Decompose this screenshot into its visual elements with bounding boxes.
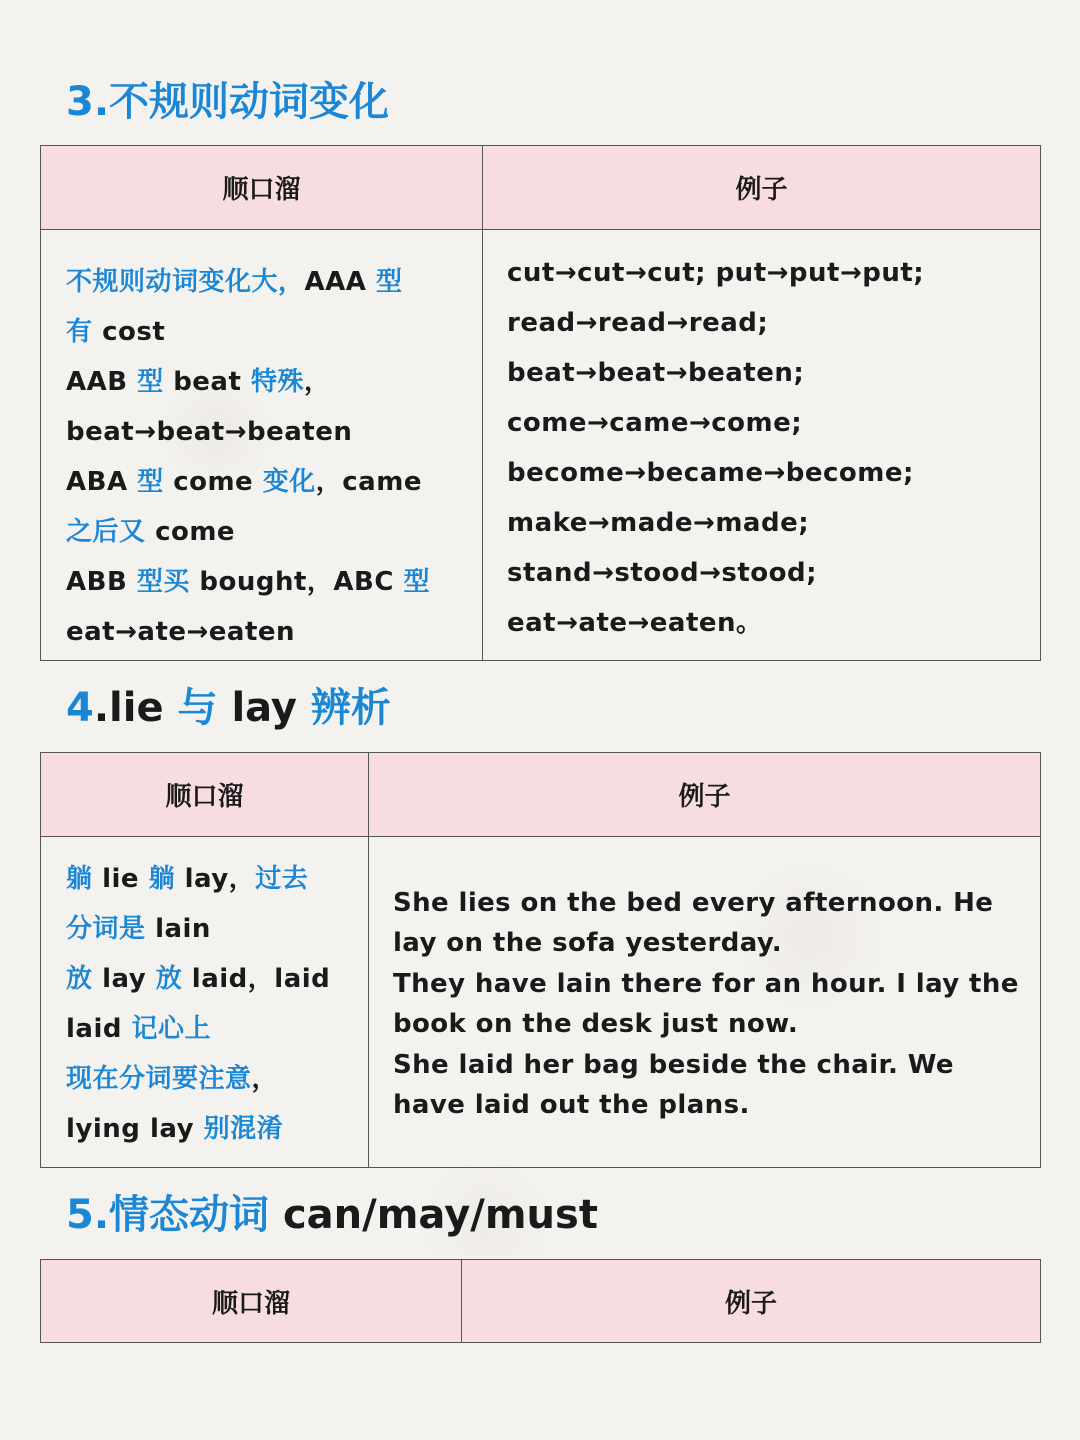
example-line: cut→cut→cut; put→put→put; — [507, 258, 925, 288]
lie-lay-table — [40, 752, 1041, 1168]
example-line: They have lain there for an hour. I lay the — [393, 968, 1019, 999]
title-part: 5. — [66, 1192, 110, 1238]
header-examples: 例子 — [483, 146, 1041, 230]
section-4-title — [66, 684, 391, 732]
example-line: She laid her bag beside the chair. We — [393, 1049, 954, 1080]
rhyme-segment: cost — [102, 317, 166, 347]
rhyme-segment: 放 — [155, 964, 192, 994]
table-header-row — [41, 1260, 1041, 1343]
section-3-number: 3. — [66, 79, 110, 125]
rhyme-line — [66, 457, 474, 507]
rhyme-segment: lie — [102, 864, 149, 894]
header-examples: 例子 — [462, 1260, 1041, 1343]
example-line: book on the desk just now. — [393, 1009, 799, 1040]
rhyme-line — [66, 307, 474, 357]
section-5-title — [66, 1191, 598, 1239]
title-part: 辨析 — [310, 685, 391, 731]
rhyme-line — [66, 1054, 364, 1104]
rhyme-segment: 躺 — [148, 864, 185, 894]
rhyme-segment: ABB — [66, 567, 137, 597]
rhyme-segment: beat→beat→beaten — [66, 417, 353, 447]
rhyme-segment: 过去 — [255, 864, 309, 894]
example-line: read→read→read; — [507, 308, 769, 338]
rhyme-segment: 放 — [66, 964, 103, 994]
rhyme-segment: 型 — [137, 367, 174, 397]
example-line: have laid out the plans. — [393, 1090, 750, 1121]
rhyme-line — [66, 1104, 364, 1154]
example-line: stand→stood→stood; — [507, 558, 818, 588]
rhyme-segment: 现在分词要注意 — [66, 1064, 252, 1094]
header-rhyme: 顺口溜 — [41, 1260, 462, 1343]
modal-verbs-table — [40, 1259, 1041, 1343]
table-row — [41, 230, 1041, 661]
rhyme-segment: bought，ABC — [199, 567, 404, 597]
rhyme-segment: come — [155, 517, 236, 547]
rhyme-segment: AAB — [66, 367, 138, 397]
table-header-row — [41, 753, 1041, 837]
rhyme-segment: laid，laid — [191, 964, 331, 994]
examples-cell — [483, 230, 1041, 661]
rhyme-line — [66, 257, 474, 307]
rhyme-line — [66, 954, 364, 1004]
rhyme-segment: 不规则动词变化大， — [66, 267, 305, 297]
example-line: make→made→made; — [507, 508, 810, 538]
rhyme-segment: ，came — [315, 467, 422, 497]
rhyme-line — [66, 904, 364, 954]
rhyme-line — [66, 1004, 364, 1054]
rhyme-cell — [41, 230, 483, 661]
rhyme-lines — [41, 230, 482, 657]
header-rhyme: 顺口溜 — [41, 146, 483, 230]
rhyme-segment: laid — [66, 1014, 132, 1044]
rhyme-segment: 有 — [66, 317, 103, 347]
example-paragraph — [369, 837, 1040, 1125]
title-part: lay — [217, 685, 311, 731]
rhyme-segment: 型 — [137, 467, 174, 497]
title-part: 与 — [177, 685, 218, 731]
example-line: She lies on the bed every afternoon. He — [393, 888, 994, 918]
header-examples: 例子 — [369, 753, 1041, 837]
rhyme-line — [66, 357, 474, 407]
rhyme-segment: 躺 — [66, 864, 103, 894]
rhyme-segment: 特殊 — [250, 367, 304, 397]
header-rhyme: 顺口溜 — [41, 753, 369, 837]
section-3-title-text: 不规则动词变化 — [109, 79, 390, 125]
rhyme-segment: 记心上 — [131, 1014, 212, 1044]
rhyme-segment: 之后又 — [66, 517, 156, 547]
section-3-title — [66, 78, 389, 126]
rhyme-cell — [41, 837, 369, 1168]
rhyme-segment: AAA — [304, 267, 376, 297]
rhyme-segment: lay — [102, 964, 156, 994]
title-part: can/may/must — [269, 1192, 598, 1238]
table-row — [41, 837, 1041, 1168]
example-line: lay on the sofa yesterday. — [393, 928, 783, 959]
rhyme-segment: 分词是 — [66, 914, 156, 944]
example-line: become→became→become; — [507, 458, 914, 488]
rhyme-line — [66, 854, 364, 904]
rhyme-segment: lying lay — [66, 1114, 204, 1144]
rhyme-segment: ， — [251, 1064, 279, 1094]
rhyme-segment: 别混淆 — [203, 1114, 284, 1144]
example-line: come→came→come; — [507, 408, 803, 438]
rhyme-segment: 型 — [375, 267, 403, 297]
example-line: eat→ate→eaten。 — [507, 608, 763, 638]
irregular-verbs-table — [40, 145, 1041, 661]
rhyme-line — [66, 607, 474, 657]
title-part: 4 — [66, 685, 94, 731]
title-part: .lie — [93, 685, 178, 731]
rhyme-segment: lay， — [184, 864, 256, 894]
example-lines — [483, 230, 1040, 648]
rhyme-line — [66, 557, 474, 607]
rhyme-segment: ， — [303, 367, 331, 397]
table-header-row — [41, 146, 1041, 230]
rhyme-segment: 型 — [403, 567, 430, 597]
rhyme-segment: lain — [155, 914, 211, 944]
rhyme-line — [66, 507, 474, 557]
rhyme-segment: come — [173, 467, 263, 497]
example-line: beat→beat→beaten; — [507, 358, 805, 388]
rhyme-segment: ABA — [66, 467, 138, 497]
examples-cell — [369, 837, 1041, 1168]
rhyme-segment: 变化 — [262, 467, 316, 497]
rhyme-segment: 型买 — [136, 567, 200, 597]
rhyme-segment: eat→ate→eaten — [66, 617, 296, 647]
rhyme-lines — [41, 837, 368, 1154]
rhyme-line — [66, 407, 474, 457]
rhyme-segment: beat — [173, 367, 251, 397]
title-part: 情态动词 — [109, 1192, 270, 1238]
